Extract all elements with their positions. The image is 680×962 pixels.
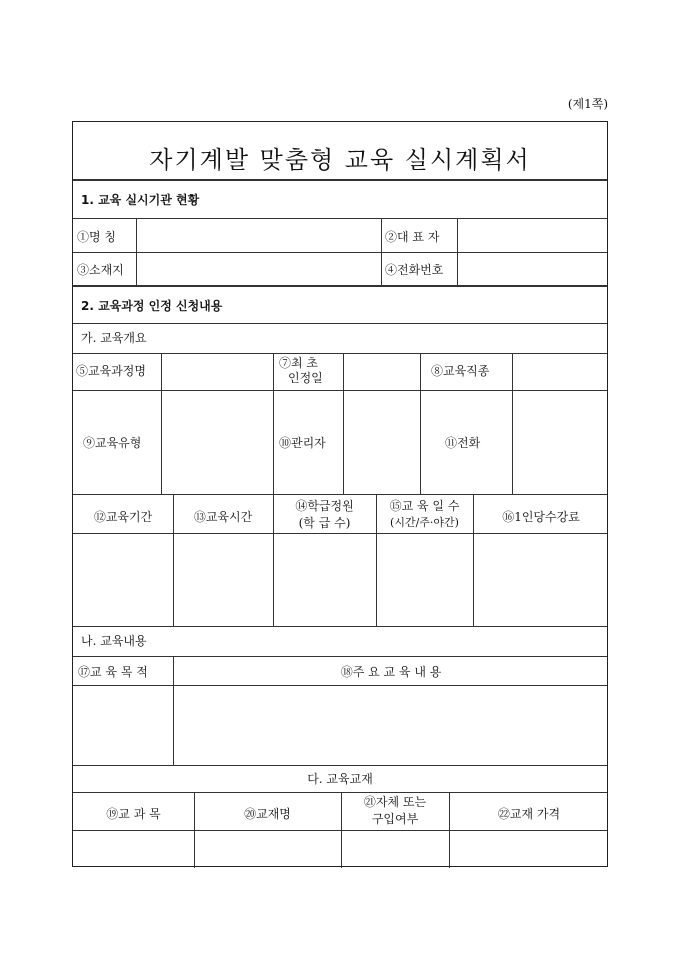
materials-heading: 다. 교육교재 — [307, 772, 373, 786]
capacity-label-2: (학 급 수) — [298, 516, 351, 530]
form-title: 자기계발 맞춤형 교육 실시계획서 — [149, 146, 531, 174]
period-label: ⑫교육기간 — [93, 510, 153, 524]
phone-label: ⑪전화 — [445, 436, 481, 450]
own-or-buy-label-2: 구입여부 — [371, 812, 419, 826]
address-label: ③소재지 — [77, 263, 124, 277]
education-type-label: ⑨교육유형 — [83, 436, 142, 450]
section2-heading: 2. 교육과정 인정 신청내용 — [81, 299, 223, 313]
phone-number-label: ④전화번호 — [385, 263, 444, 277]
representative-label: ②대 표 자 — [385, 230, 440, 244]
name-label: ①명 칭 — [77, 230, 116, 244]
subject-label: ⑲교 과 목 — [106, 807, 161, 821]
objective-label: ⑰교 육 목 적 — [78, 665, 148, 679]
section1-divider — [73, 285, 607, 287]
material-name-label: ⑳교재명 — [244, 807, 291, 821]
material-price-label: ㉒교재 가격 — [497, 807, 561, 821]
section1-heading: 1. 교육 실시기관 현황 — [81, 193, 200, 207]
days-label-1: ⑮교 육 일 수 — [389, 499, 460, 513]
manager-label: ⑩관리자 — [279, 436, 326, 450]
job-type-label: ⑧교육직종 — [431, 364, 490, 378]
overview-heading: 가. 교육개요 — [81, 331, 147, 345]
own-or-buy-label-1: ㉑자체 또는 — [363, 795, 427, 809]
fee-label: ⑯1인당수강료 — [502, 510, 580, 524]
title-divider — [73, 179, 607, 181]
hours-label: ⑬교육시간 — [193, 510, 253, 524]
page-number: (제1쪽) — [567, 97, 608, 111]
first-approval-label-2: 인정일 — [288, 371, 323, 385]
content-heading: 나. 교육내용 — [81, 634, 147, 648]
form-frame — [72, 121, 608, 867]
capacity-label-1: ⑭학급정원 — [295, 499, 354, 513]
course-name-label: ⑤교육과정명 — [76, 364, 146, 378]
days-label-2: (시간/주·야간) — [390, 516, 459, 529]
main-content-label: ⑱주 요 교 육 내 용 — [340, 665, 442, 679]
first-approval-label-1: ⑦최 초 — [279, 356, 318, 370]
